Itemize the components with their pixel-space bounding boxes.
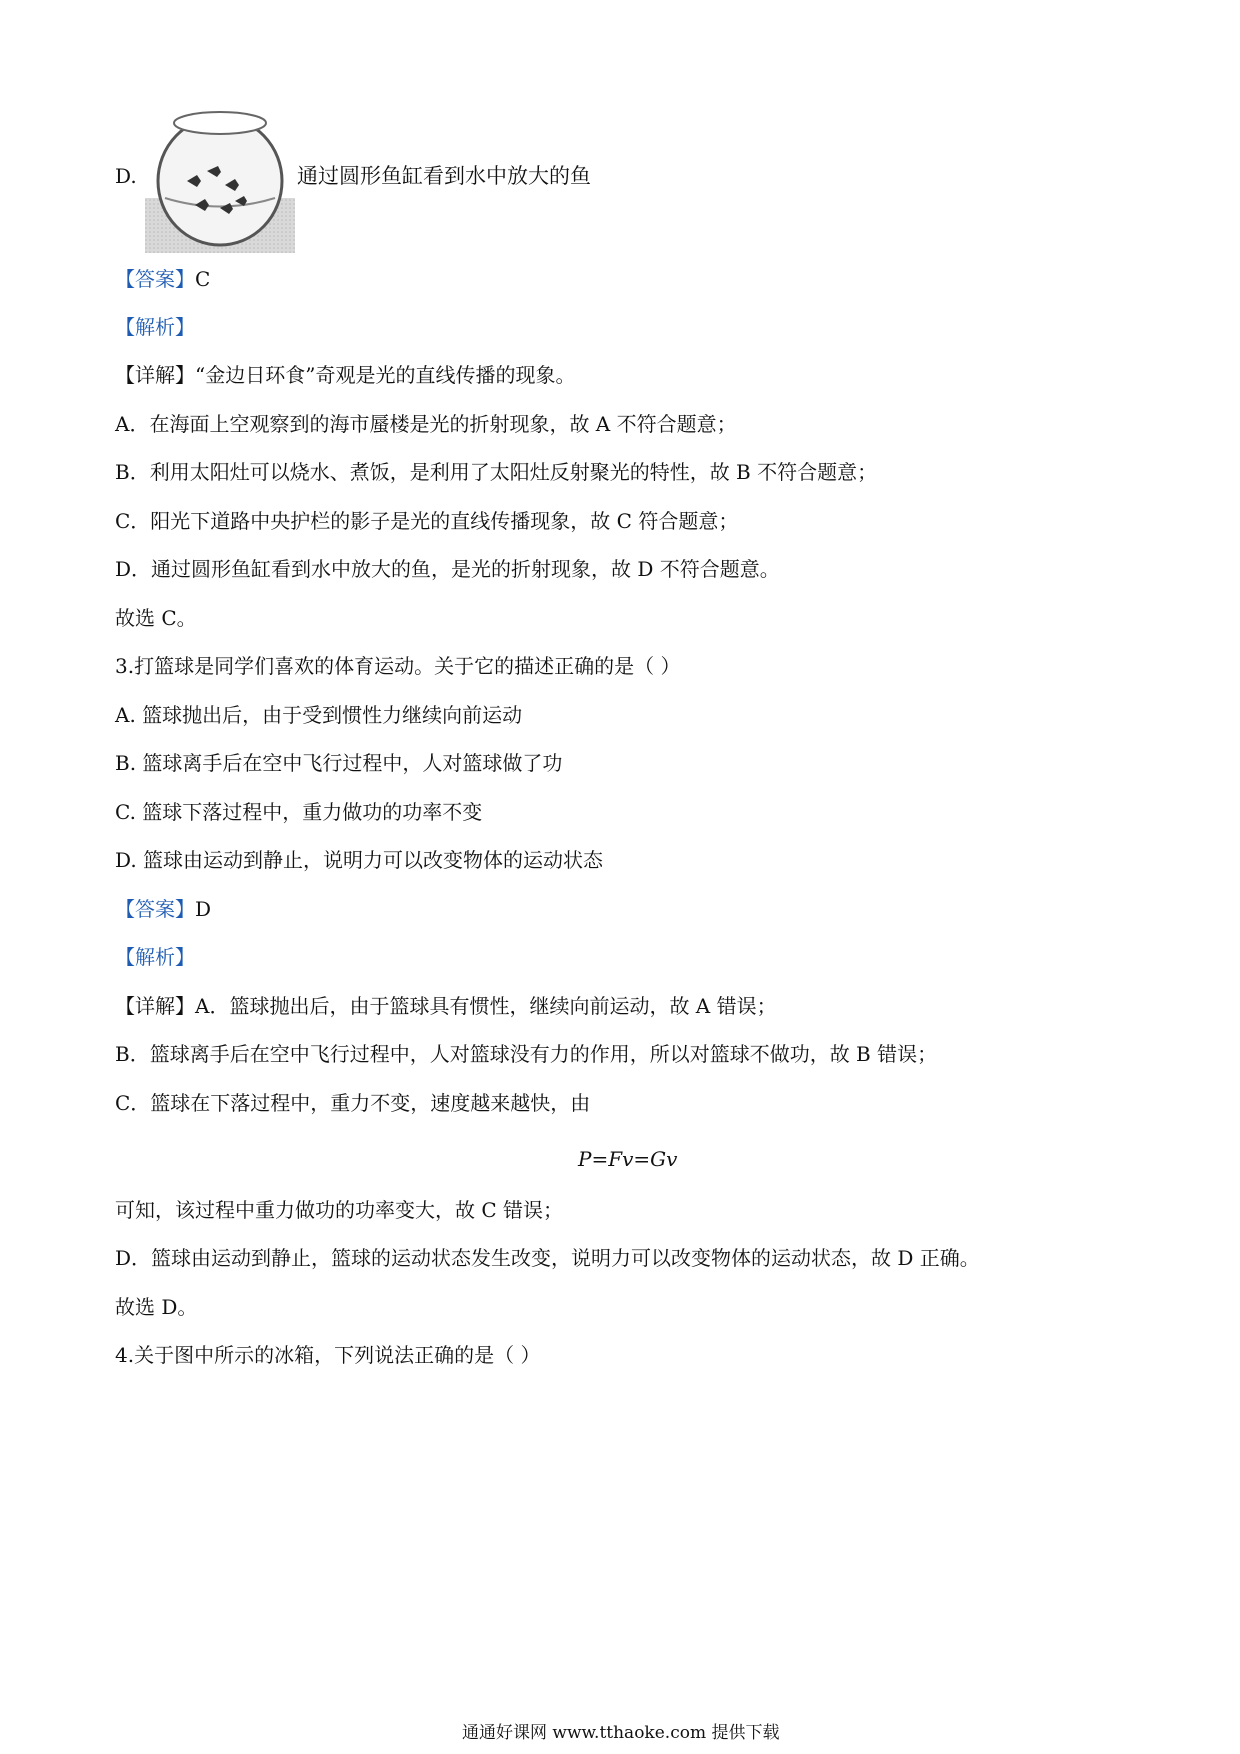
q3-detail-tag: 【详解】 xyxy=(115,994,195,1018)
q2-option-d-label: D. xyxy=(115,164,137,188)
q3-detail-b: B．篮球离手后在空中飞行过程中，人对篮球没有力的作用，所以对篮球不做功，故 B 错误； xyxy=(115,1042,938,1066)
q3-conclusion: 故选 D。 xyxy=(115,1295,198,1319)
q3-answer-line xyxy=(115,895,211,923)
q3-detail-line xyxy=(115,992,777,1020)
q3-detail-a: A．篮球抛出后，由于篮球具有惯性，继续向前运动，故 A 错误； xyxy=(195,994,777,1018)
q2-conclusion: 故选 C。 xyxy=(115,606,197,630)
q4-stem: 4.关于图中所示的冰箱，下列说法正确的是（ ） xyxy=(115,1343,541,1367)
footer-text: 通通好课网 www.tthaoke.com 提供下载 xyxy=(462,1723,780,1743)
q2-option-d-text: 通过圆形鱼缸看到水中放大的鱼 xyxy=(297,164,591,188)
q3-answer-value: D xyxy=(195,897,212,921)
q2-answer-value: C xyxy=(195,267,211,291)
q2-answer-tag: 【答案】 xyxy=(115,267,195,291)
q3-option-b: B. 篮球离手后在空中飞行过程中，人对篮球做了功 xyxy=(115,751,563,775)
q3-stem: 3.打篮球是同学们喜欢的体育运动。关于它的描述正确的是（ ） xyxy=(115,654,681,678)
q2-analysis-tag: 【解析】 xyxy=(115,315,195,339)
fishbowl-image xyxy=(145,103,295,253)
q3-detail-d: D．篮球由运动到静止，篮球的运动状态发生改变，说明力可以改变物体的运动状态，故 D 正确。 xyxy=(115,1246,980,1270)
q3-formula: P=Fv=Gv xyxy=(578,1147,678,1171)
q2-explanation-b: B．利用太阳灶可以烧水、煮饭，是利用了太阳灶反射聚光的特性，故 B 不符合题意； xyxy=(115,460,878,484)
q2-explanation-c: C．阳光下道路中央护栏的影子是光的直线传播现象，故 C 符合题意； xyxy=(115,509,739,533)
q2-detail-intro: “金边日环食”奇观是光的直线传播的现象。 xyxy=(195,363,576,387)
q3-detail-c: C．篮球在下落过程中，重力不变，速度越来越快，由 xyxy=(115,1091,591,1115)
q2-explanation-d: D．通过圆形鱼缸看到水中放大的鱼，是光的折射现象，故 D 不符合题意。 xyxy=(115,557,780,581)
q3-option-c: C. 篮球下落过程中，重力做功的功率不变 xyxy=(115,800,483,824)
q2-detail-tag: 【详解】 xyxy=(115,363,195,387)
q3-analysis-tag: 【解析】 xyxy=(115,945,195,969)
q2-detail-line xyxy=(115,361,575,389)
q3-detail-c2: 可知，该过程中重力做功的功率变大，故 C 错误； xyxy=(115,1198,564,1222)
q2-answer-line xyxy=(115,265,210,293)
q2-explanation-a: A．在海面上空观察到的海市蜃楼是光的折射现象，故 A 不符合题意； xyxy=(115,412,737,436)
q3-answer-tag: 【答案】 xyxy=(115,897,195,921)
q3-option-d: D. 篮球由运动到静止，说明力可以改变物体的运动状态 xyxy=(115,848,604,872)
q3-option-a: A. 篮球抛出后，由于受到惯性力继续向前运动 xyxy=(115,703,523,727)
